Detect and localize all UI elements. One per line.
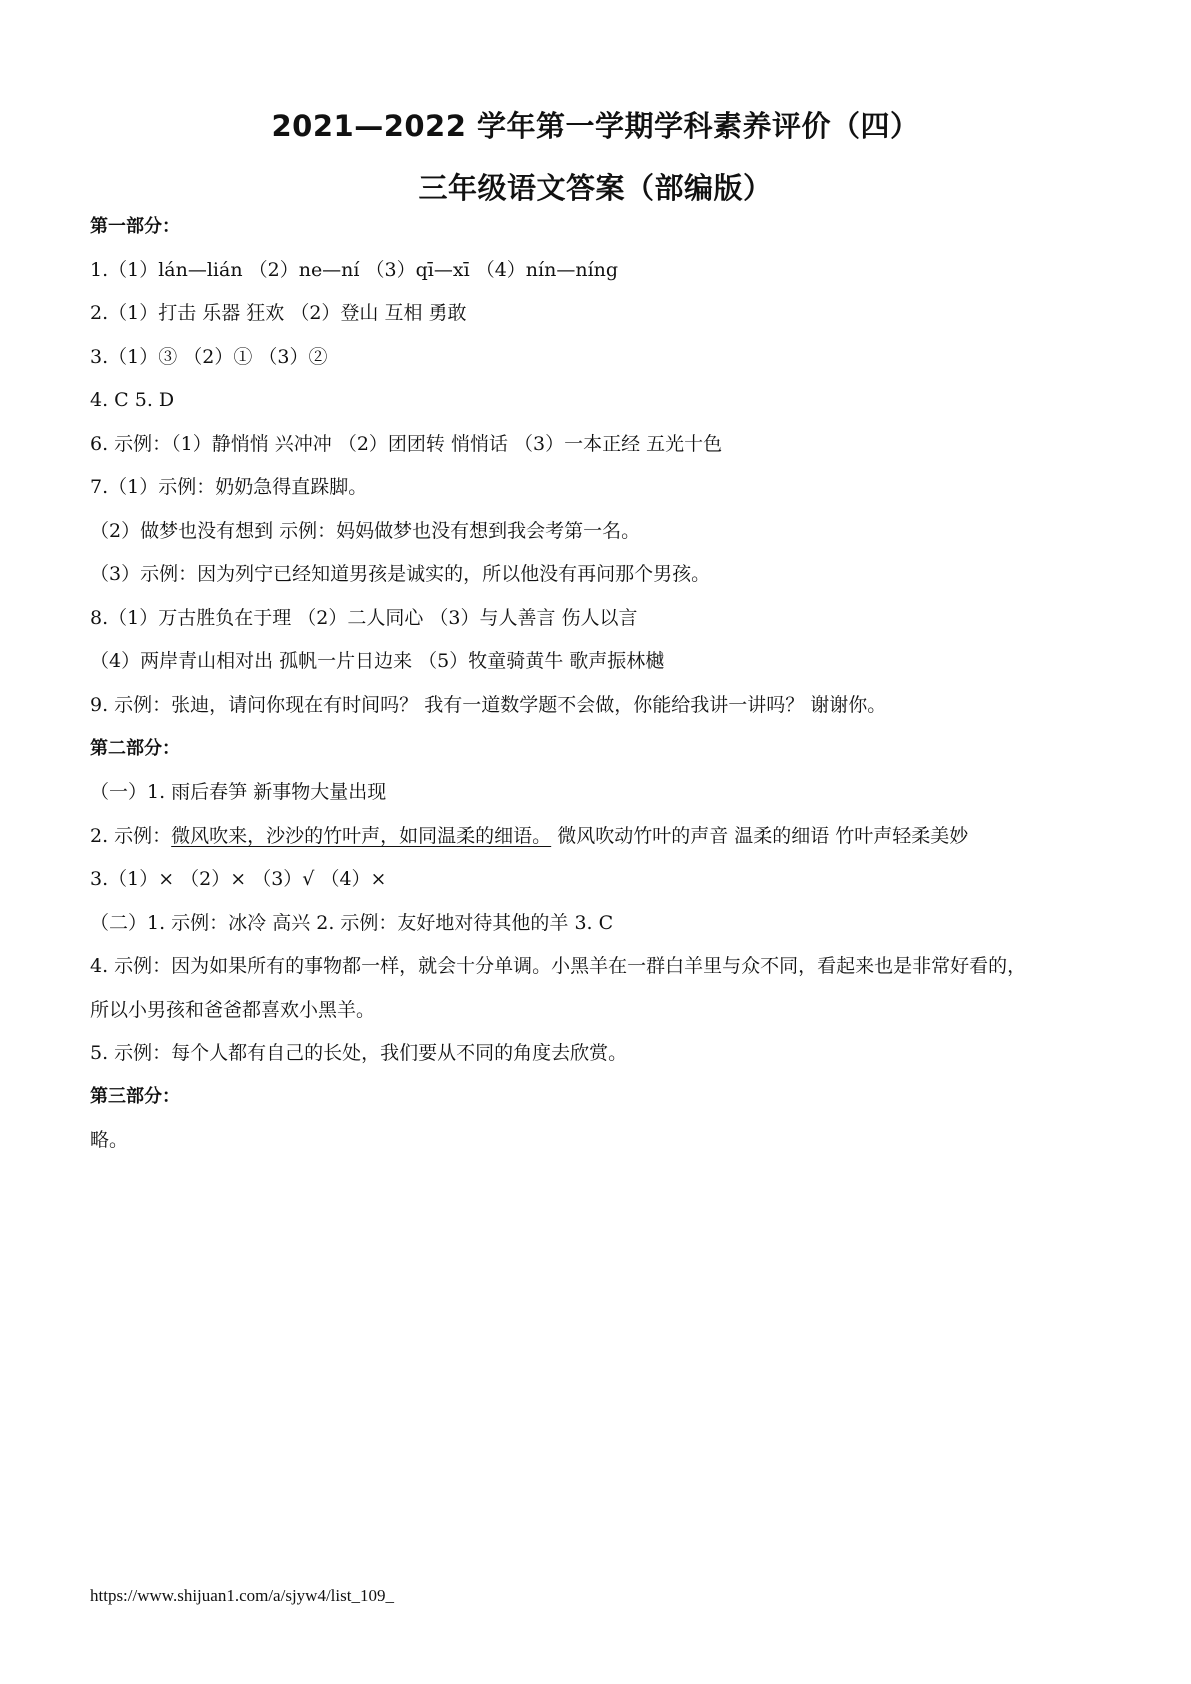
answer-line-2: 2.（1）打击 乐器 狂欢 （2）登山 互相 勇敢 bbox=[90, 302, 467, 324]
answer-line-8-1: 8.（1）万古胜负在于理 （2）二人同心 （3）与人善言 伤人以言 bbox=[90, 607, 638, 629]
answer-line-p2-1: （一）1. 雨后春笋 新事物大量出现 bbox=[90, 781, 387, 803]
document-title: 2021—2022 学年第一学期学科素养评价（四） bbox=[271, 109, 920, 143]
answer-line-p3: 略。 bbox=[90, 1129, 129, 1151]
answer-line-p2-b5: 5. 示例：每个人都有自己的长处，我们要从不同的角度去欣赏。 bbox=[90, 1042, 628, 1064]
answer-prefix: 2. 示例： bbox=[90, 825, 172, 847]
answer-line-p2-2 bbox=[90, 823, 968, 849]
answer-line-6: 6. 示例：（1）静悄悄 兴冲冲 （2）团团转 悄悄话 （3）一本正经 五光十色 bbox=[90, 433, 723, 455]
answer-line-3: 3.（1）③ （2）① （3）② bbox=[90, 346, 328, 368]
answer-line-8-2: （4）两岸青山相对出 孤帆一片日边来 （5）牧童骑黄牛 歌声振林樾 bbox=[90, 650, 665, 672]
underlined-sentence: 微风吹来，沙沙的竹叶声，如同温柔的细语。 bbox=[171, 825, 552, 847]
answer-line-4: 4. C 5. D bbox=[90, 389, 175, 411]
answer-line-p2-b4a: 4. 示例：因为如果所有的事物都一样，就会十分单调。小黑羊在一群白羊里与众不同，看起来也是非常好看的， bbox=[90, 955, 1027, 977]
answer-line-1: 1.（1）lán—lián （2）ne—ní （3）qī—xī （4）nín—níng bbox=[90, 259, 619, 281]
answer-line-p2-b1: （二）1. 示例：冰冷 高兴 2. 示例：友好地对待其他的羊 3. C bbox=[90, 912, 614, 934]
footer-url: https://www.shijuan1.com/a/sjyw4/list_109_ bbox=[90, 1586, 394, 1605]
answer-rest: 微风吹动竹叶的声音 温柔的细语 竹叶声轻柔美妙 bbox=[551, 825, 969, 847]
part3-heading: 第三部分： bbox=[90, 1086, 180, 1107]
answer-line-7-1: 7.（1）示例：奶奶急得直跺脚。 bbox=[90, 476, 368, 498]
document-subtitle: 三年级语文答案（部编版） bbox=[418, 171, 773, 205]
answer-line-7-2: （2）做梦也没有想到 示例：妈妈做梦也没有想到我会考第一名。 bbox=[90, 520, 641, 542]
answer-line-p2-3: 3.（1）× （2）× （3）√ （4）× bbox=[90, 868, 387, 890]
answer-line-9: 9. 示例：张迪，请问你现在有时间吗？ 我有一道数学题不会做，你能给我讲一讲吗？ 谢谢你。 bbox=[90, 694, 887, 716]
part2-heading: 第二部分： bbox=[90, 738, 180, 759]
answer-line-p2-b4b: 所以小男孩和爸爸都喜欢小黑羊。 bbox=[90, 999, 376, 1021]
part1-heading: 第一部分： bbox=[90, 216, 180, 237]
answer-line-7-3: （3）示例：因为列宁已经知道男孩是诚实的，所以他没有再问那个男孩。 bbox=[90, 563, 711, 585]
